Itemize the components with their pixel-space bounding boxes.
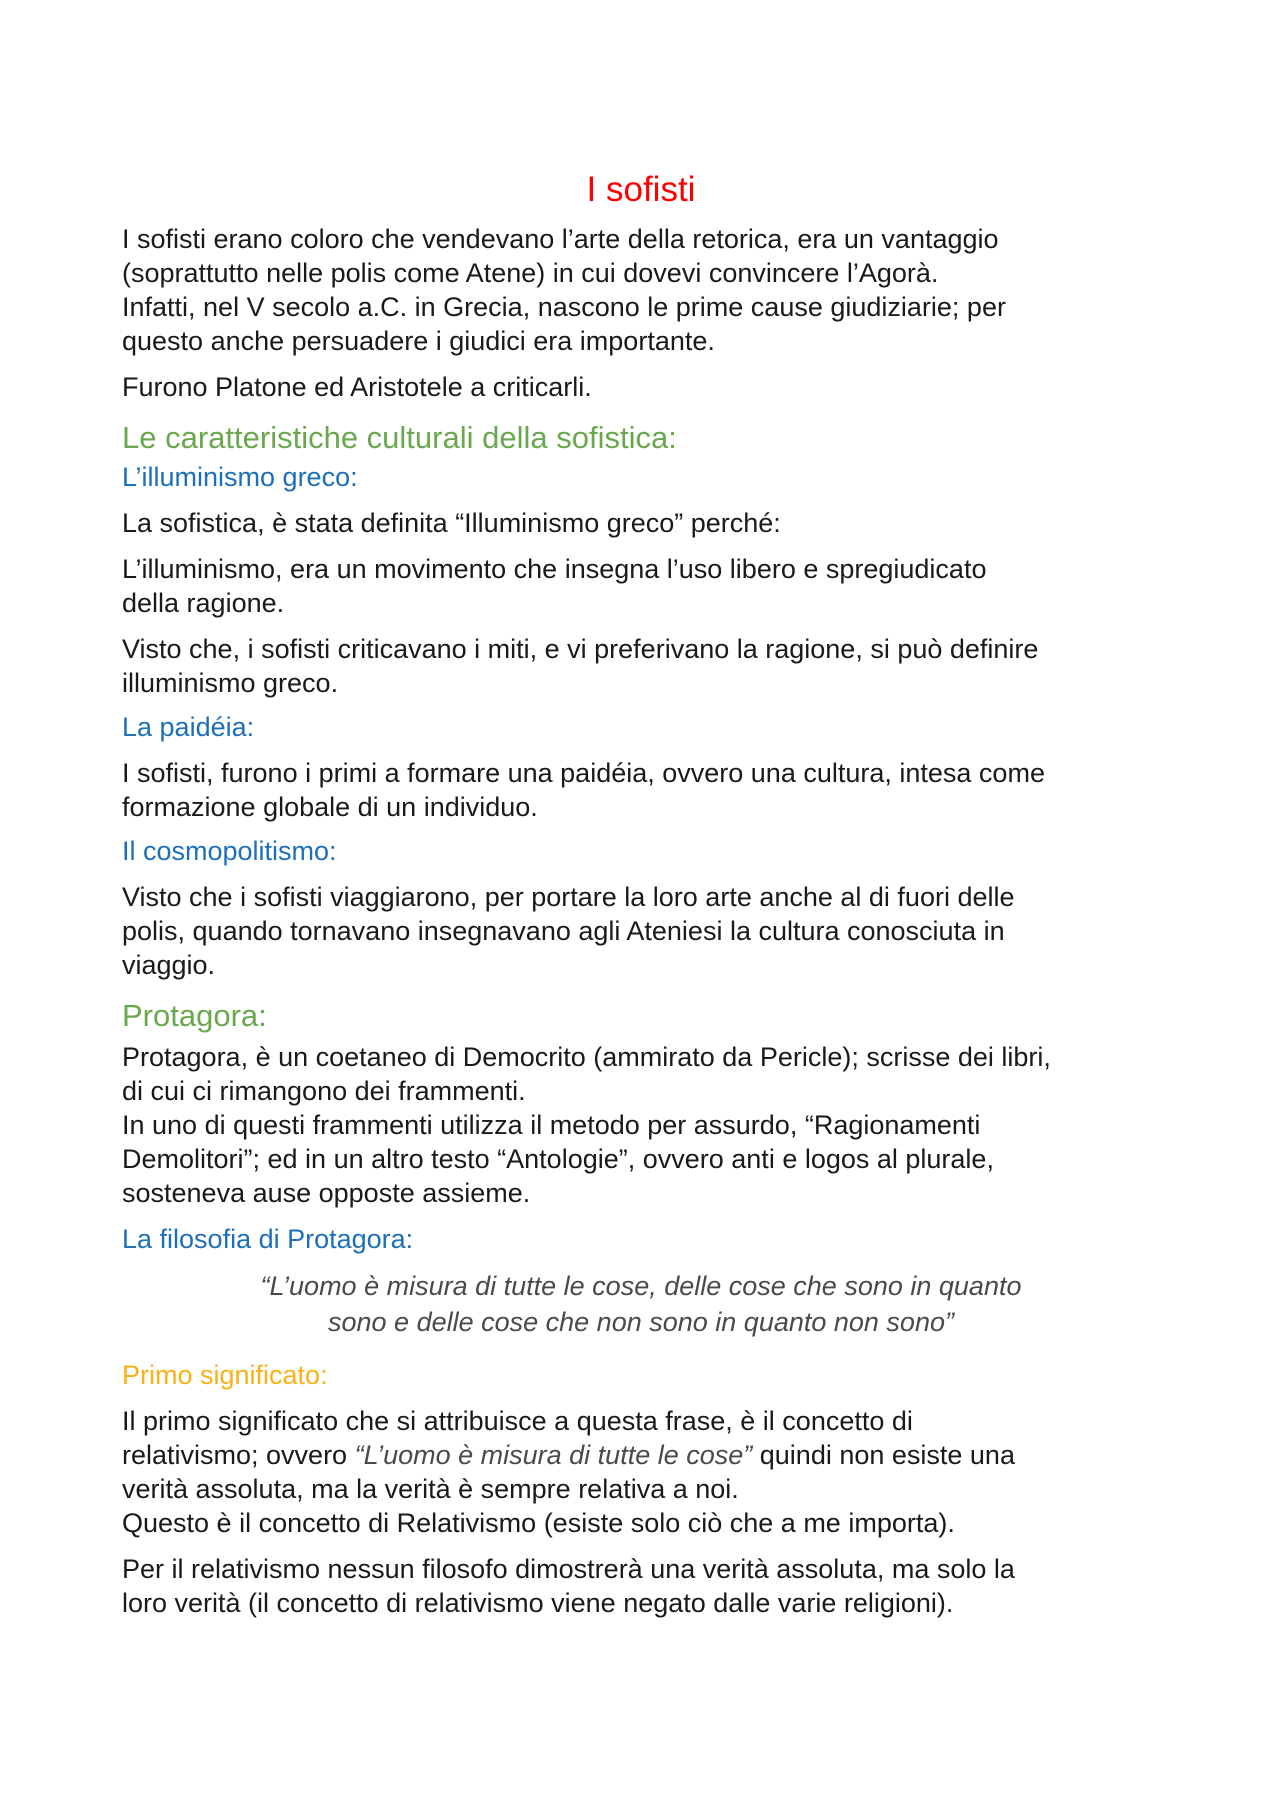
text-line: Per il relativismo nessun filosofo dimostrerà una verità assoluta, ma solo la	[122, 1554, 1015, 1584]
text-line: loro verità (il concetto di relativismo viene negato dalle varie religioni).	[122, 1588, 954, 1618]
intro-paragraph	[122, 222, 1160, 358]
subheading-filosofia-protagora: La filosofia di Protagora:	[122, 1224, 414, 1254]
text-line: I sofisti erano coloro che vendevano l’arte della retorica, era un vantaggio	[122, 224, 999, 254]
text-line: I sofisti, furono i primi a formare una paidéia, ovvero una cultura, intesa come	[122, 758, 1045, 788]
text-line: In uno di questi frammenti utilizza il metodo per assurdo, “Ragionamenti	[122, 1110, 981, 1140]
text-line: della ragione.	[122, 588, 285, 618]
subheading-cosmopolitismo: Il cosmopolitismo:	[122, 836, 337, 866]
relativismo-paragraph	[122, 1552, 1160, 1620]
text-line: L’illuminismo, era un movimento che insegna l’uso libero e spregiudicato	[122, 554, 987, 584]
quote-line: sono e delle cose che non sono in quanto non sono”	[328, 1307, 954, 1337]
text-line: Protagora, è un coetaneo di Democrito (ammirato da Pericle); scrisse dei libri,	[122, 1042, 1051, 1072]
illuminismo-paragraph-1: La sofistica, è stata definita “Illuminismo greco” perché:	[122, 508, 781, 538]
text-line: Demolitori”; ed in un altro testo “Antologie”, ovvero anti e logos al plurale,	[122, 1144, 994, 1174]
text-line: illuminismo greco.	[122, 668, 339, 698]
text-line: quindi non esiste una	[752, 1440, 1015, 1470]
page-title: I sofisti	[586, 170, 696, 209]
paideia-paragraph	[122, 756, 1160, 824]
text-line: (soprattutto nelle polis come Atene) in cui dovevi convincere l’Agorà.	[122, 258, 939, 288]
primo-significato-paragraph	[122, 1404, 1160, 1540]
illuminismo-paragraph-2	[122, 552, 1160, 620]
illuminismo-paragraph-3	[122, 632, 1160, 700]
cosmopolitismo-paragraph	[122, 880, 1160, 982]
subheading-paideia: La paidéia:	[122, 712, 255, 742]
text-line: verità assoluta, ma la verità è sempre relativa a noi.	[122, 1474, 739, 1504]
subheading-illuminismo: L’illuminismo greco:	[122, 462, 358, 492]
text-line: questo anche persuadere i giudici era importante.	[122, 326, 715, 356]
text-line: Visto che i sofisti viaggiarono, per portare la loro arte anche al di fuori delle	[122, 882, 1015, 912]
section-heading-protagora: Protagora:	[122, 998, 267, 1033]
text-line: Visto che, i sofisti criticavano i miti, e vi preferivano la ragione, si può definire	[122, 634, 1039, 664]
section-heading-cultural: Le caratteristiche culturali della sofistica:	[122, 420, 677, 455]
text-line: sosteneva ause opposte assieme.	[122, 1178, 531, 1208]
text-line: Questo è il concetto di Relativismo (esiste solo ciò che a me importa).	[122, 1508, 955, 1538]
text-line: viaggio.	[122, 950, 216, 980]
text-line: formazione globale di un individuo.	[122, 792, 538, 822]
protagora-paragraph	[122, 1040, 1160, 1210]
protagora-quote	[122, 1268, 1160, 1340]
subheading-primo-significato: Primo significato:	[122, 1360, 328, 1390]
inline-quote: “L’uomo è misura di tutte le cose”	[354, 1440, 753, 1470]
critics-paragraph: Furono Platone ed Aristotele a criticarli.	[122, 372, 592, 402]
text-line: relativismo; ovvero	[122, 1440, 355, 1470]
text-line: Infatti, nel V secolo a.C. in Grecia, nascono le prime cause giudiziarie; per	[122, 292, 1006, 322]
text-line: di cui ci rimangono dei frammenti.	[122, 1076, 526, 1106]
text-line: polis, quando tornavano insegnavano agli Ateniesi la cultura conosciuta in	[122, 916, 1005, 946]
quote-line: “L’uomo è misura di tutte le cose, delle cose che sono in quanto	[260, 1271, 1022, 1301]
text-line: Il primo significato che si attribuisce a questa frase, è il concetto di	[122, 1406, 913, 1436]
